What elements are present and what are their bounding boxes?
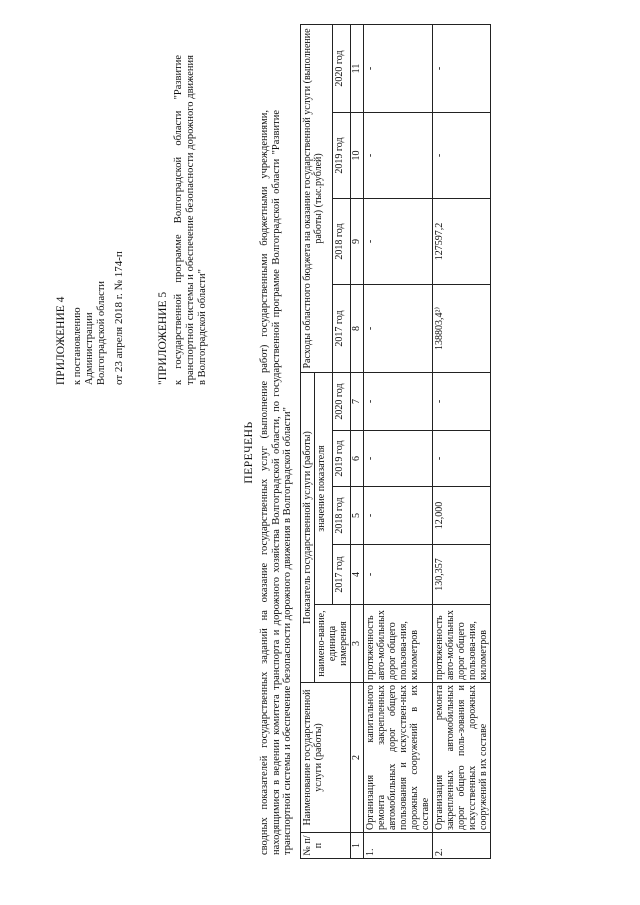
appendix-line-2: Администрации xyxy=(84,312,95,385)
header-year: 2017 год xyxy=(333,285,351,373)
appendix-line-1: к постановлению xyxy=(72,307,83,385)
table-row xyxy=(364,24,433,858)
column-index: 6 xyxy=(351,431,364,487)
row-value: - xyxy=(364,431,433,487)
document-title: ПЕРЕЧЕНЬ xyxy=(243,421,255,484)
row-service-name: Организация ремонта закрепленных автомобильных дорог общего поль-зования и искусственных дорожных сооружений в их составе xyxy=(433,683,491,833)
row-expense: - xyxy=(364,199,433,285)
row-value: 12,000 xyxy=(433,487,491,545)
appendix-date-line: от 23 апреля 2018 г. № 174-п xyxy=(113,251,125,385)
header-year: 2018 год xyxy=(333,199,351,285)
row-indicator: протяженность авто-мобильных дорог общего пользова-ния, километров xyxy=(364,605,433,683)
column-index: 1 xyxy=(351,833,364,859)
indicators-table xyxy=(300,24,491,859)
column-index: 2 xyxy=(351,683,364,833)
row-value: 130,357 xyxy=(433,545,491,605)
table-row xyxy=(433,24,491,858)
row-expense: - xyxy=(364,113,433,199)
header-year: 2019 год xyxy=(333,113,351,199)
column-index: 5 xyxy=(351,487,364,545)
header-year: 2020 год xyxy=(333,373,351,431)
row-indicator: протяженность авто-мобильных дорог общего пользова-ния, километров xyxy=(433,605,491,683)
header-num: № п/п xyxy=(301,833,351,859)
row-num: 2. xyxy=(433,833,491,859)
row-expense: - xyxy=(364,285,433,373)
row-value: - xyxy=(433,431,491,487)
row-value: - xyxy=(433,373,491,431)
row-num: 1. xyxy=(364,833,433,859)
table-header-row-1 xyxy=(301,24,315,858)
header-indicator-group: Показатель государственной услуги (работы) xyxy=(301,373,315,683)
column-index: 3 xyxy=(351,605,364,683)
program-appendix-text: к государственной программе Волгоградской области "Развитие транспортной системы и обеспечение безопасности дорожного движения в Волгоградской области" xyxy=(173,55,208,385)
row-service-name: Организация капитального ремонта закрепленных автомобильных дорог общего пользования и искусствен-ных дорожных сооружений в их составе xyxy=(364,683,433,833)
row-expense: 138803,4²⁾ xyxy=(433,285,491,373)
header-expense-group: Расходы областного бюджета на оказание государственной услуги (выполнение работы) (тыс.рублей) xyxy=(301,24,333,372)
row-expense: - xyxy=(364,24,433,112)
header-value-group: значение показателя xyxy=(315,373,333,605)
row-value: - xyxy=(364,487,433,545)
header-year: 2018 год xyxy=(333,487,351,545)
column-index: 10 xyxy=(351,113,364,199)
appendix-title: ПРИЛОЖЕНИЕ 4 xyxy=(55,296,67,385)
program-appendix-title: "ПРИЛОЖЕНИЕ 5 xyxy=(157,291,169,385)
column-index: 8 xyxy=(351,285,364,373)
header-service-name: Наименование государственной услуги (работы) xyxy=(301,683,351,833)
column-index: 4 xyxy=(351,545,364,605)
column-index: 11 xyxy=(351,24,364,112)
column-index: 7 xyxy=(351,373,364,431)
row-expense: - xyxy=(433,113,491,199)
header-unit-name: наимено-вание, единица измерения xyxy=(315,605,351,683)
row-value: - xyxy=(364,373,433,431)
header-year: 2017 год xyxy=(333,545,351,605)
appendix-line-3: Волгоградской области xyxy=(96,280,107,385)
column-index: 9 xyxy=(351,199,364,285)
column-index-row xyxy=(351,24,364,858)
header-year: 2019 год xyxy=(333,431,351,487)
row-value: - xyxy=(364,545,433,605)
document-subtitle: сводных показателей государственных заданий на оказание государственных услуг (выполнение работ) государственными бюджетными учреждениями, находящимися в ведении комитета транспорта и дорожного хозяйства Волгоградской области, по государственной программе Волгоградской области "Развитие транспортной системы и обеспечение безопасности дорожного движения в Волгоградской области" xyxy=(259,110,293,855)
header-year: 2020 год xyxy=(333,24,351,112)
row-expense: - xyxy=(433,24,491,112)
row-expense: 127597,2 xyxy=(433,199,491,285)
